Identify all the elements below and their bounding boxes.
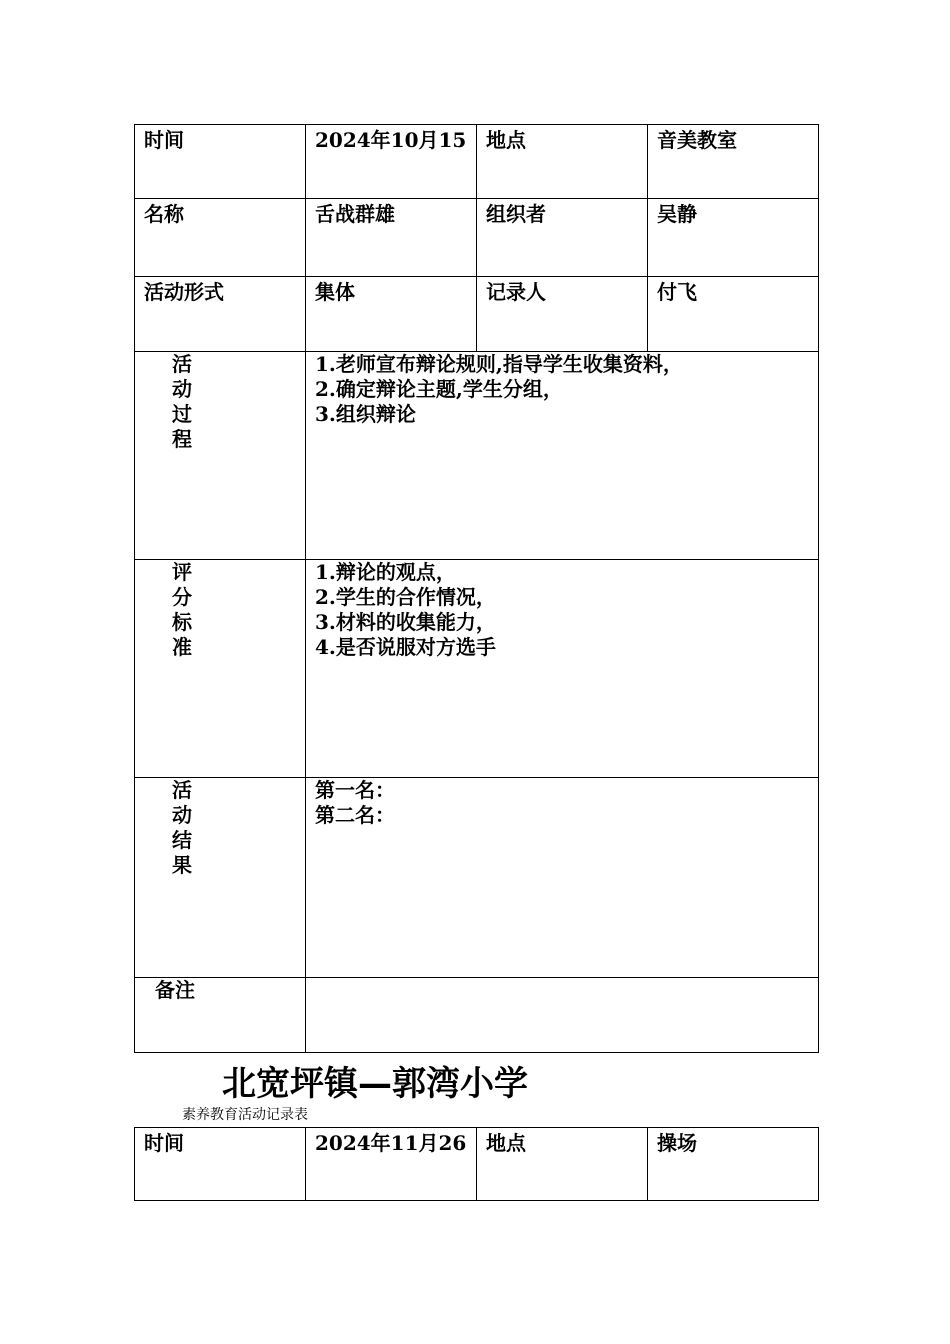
recorder-label: 记录人 [477,277,648,352]
time-label: 时间 [135,1128,306,1201]
form-label: 活动形式 [135,277,306,352]
recorder-value: 付飞 [648,277,819,352]
time-label: 时间 [135,125,306,199]
criteria-item: 3.材料的收集能力， [315,610,496,634]
time-value: 2024年11月26 [306,1128,477,1201]
criteria-item: 1.辩论的观点， [315,560,456,584]
result-item: 第一名： [315,778,395,802]
criteria-item: 4.是否说服对方选手 [315,635,496,659]
process-item: 3.组织辩论 [315,402,416,426]
name-label: 名称 [135,199,306,277]
process-content [306,352,819,560]
criteria-content [306,560,819,778]
criteria-label: 评分标准 [172,560,192,659]
process-label: 活动过程 [172,352,192,451]
criteria-item: 2.学生的合作情况， [315,585,496,609]
remark-content [306,978,819,1053]
organizer-label: 组织者 [477,199,648,277]
result-label: 活动结果 [172,778,192,877]
place-value: 音美教室 [648,125,819,199]
form-value: 集体 [306,277,477,352]
school-title: 北宽坪镇—郭湾小学 [222,1064,528,1104]
activity-record-table-1 [134,124,819,1053]
place-label: 地点 [477,125,648,199]
result-content [306,778,819,978]
time-value: 2024年10月15 [306,125,477,199]
activity-record-table-2 [134,1127,819,1201]
organizer-value: 吴静 [648,199,819,277]
remark-label: 备注 [135,978,306,1053]
result-label-cell [135,778,306,978]
name-value: 舌战群雄 [306,199,477,277]
place-value: 操场 [648,1128,819,1201]
result-item: 第二名： [315,803,395,827]
place-label: 地点 [477,1128,648,1201]
process-item: 2.确定辩论主题,学生分组， [315,377,563,401]
criteria-label-cell [135,560,306,778]
process-item: 1.老师宣布辩论规则,指导学生收集资料， [315,352,683,376]
process-label-cell [135,352,306,560]
form-subtitle: 素养教育活动记录表 [182,1107,308,1123]
